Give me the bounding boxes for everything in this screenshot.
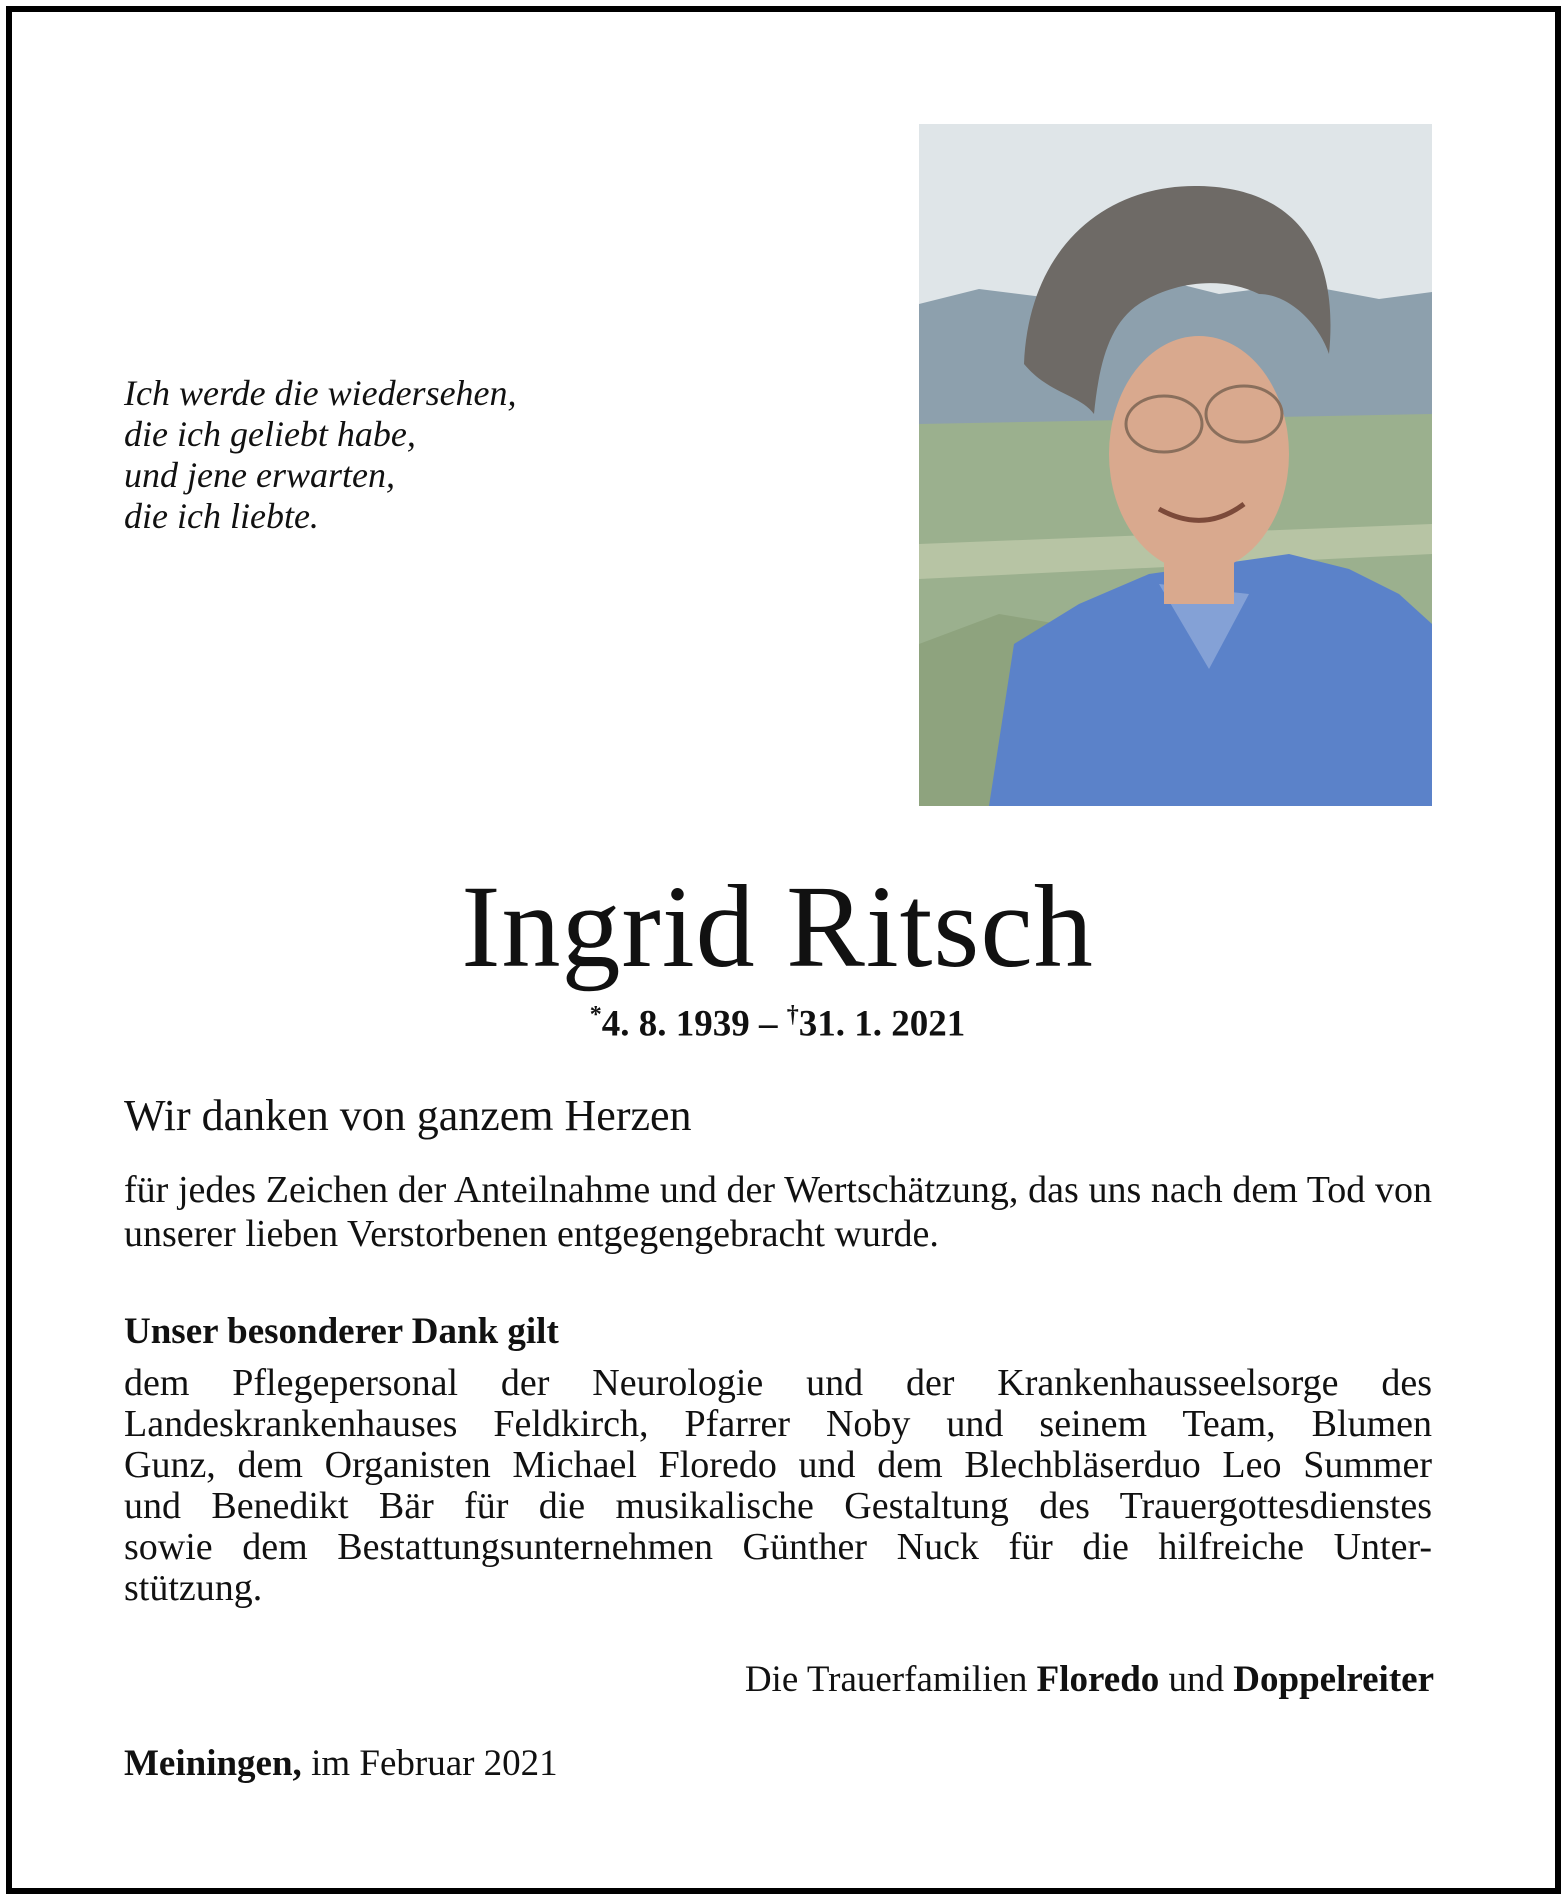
- birth-symbol: *: [589, 1002, 602, 1028]
- signature-conjunction: und: [1168, 1659, 1225, 1700]
- photo-face: [1109, 336, 1289, 572]
- special-thanks-paragraph: [124, 1363, 1432, 1609]
- portrait-illustration: [919, 124, 1432, 806]
- thanks-paragraph: für jedes Zeichen der Anteilnahme und der Wertschätzung, das uns nach dem Tod von unserer lieben Verstorbenen entgegengebracht wurde.: [124, 1169, 1432, 1255]
- family-name: Doppelreiter: [1233, 1659, 1434, 1700]
- date-separator: –: [759, 1003, 778, 1045]
- notice-date: im Februar 2021: [311, 1743, 558, 1784]
- portrait-photo: [919, 124, 1432, 806]
- signature-prefix: Die Trauerfamilien: [744, 1659, 1028, 1700]
- birth-date: 4. 8. 1939: [601, 1003, 750, 1045]
- special-thanks-heading: Unser besonderer Dank gilt: [124, 1311, 559, 1352]
- thanks-heading: Wir danken von ganzem Herzen: [124, 1091, 692, 1140]
- quote-line: die ich geliebt habe,: [124, 414, 416, 454]
- deceased-name: Ingrid Ritsch: [461, 861, 1094, 992]
- quote-line: und jene erwarten,: [124, 455, 395, 495]
- quote-line: die ich liebte.: [124, 496, 319, 536]
- town-name: Meiningen,: [124, 1743, 302, 1784]
- place-and-date: [124, 1742, 558, 1785]
- paragraph-line: stützung.: [124, 1567, 263, 1609]
- paragraph-line: Gunz, dem Organisten Michael Floredo und dem Blechbläserduo Leo Summer: [124, 1444, 1432, 1486]
- death-symbol: †: [786, 1002, 799, 1028]
- death-date: 31. 1. 2021: [798, 1003, 966, 1045]
- memorial-quote: [124, 373, 517, 537]
- family-name: Floredo: [1036, 1659, 1160, 1700]
- quote-line: Ich werde die wiedersehen,: [124, 373, 517, 413]
- family-signature: [745, 1658, 1434, 1701]
- paragraph-line: sowie dem Bestattungsunternehmen Günther Nuck für die hilfreiche Unter-: [124, 1526, 1432, 1568]
- paragraph-line: und Benedikt Bär für die musikalische Gestaltung des Trauergottesdienstes: [124, 1485, 1432, 1527]
- paragraph-line: dem Pflegepersonal der Neurologie und der Krankenhausseelsorge des: [124, 1362, 1432, 1404]
- photo-neck: [1164, 544, 1234, 604]
- life-dates: [0, 1002, 1555, 1045]
- paragraph-line: Landeskrankenhauses Feldkirch, Pfarrer Noby und seinem Team, Blumen: [124, 1403, 1432, 1445]
